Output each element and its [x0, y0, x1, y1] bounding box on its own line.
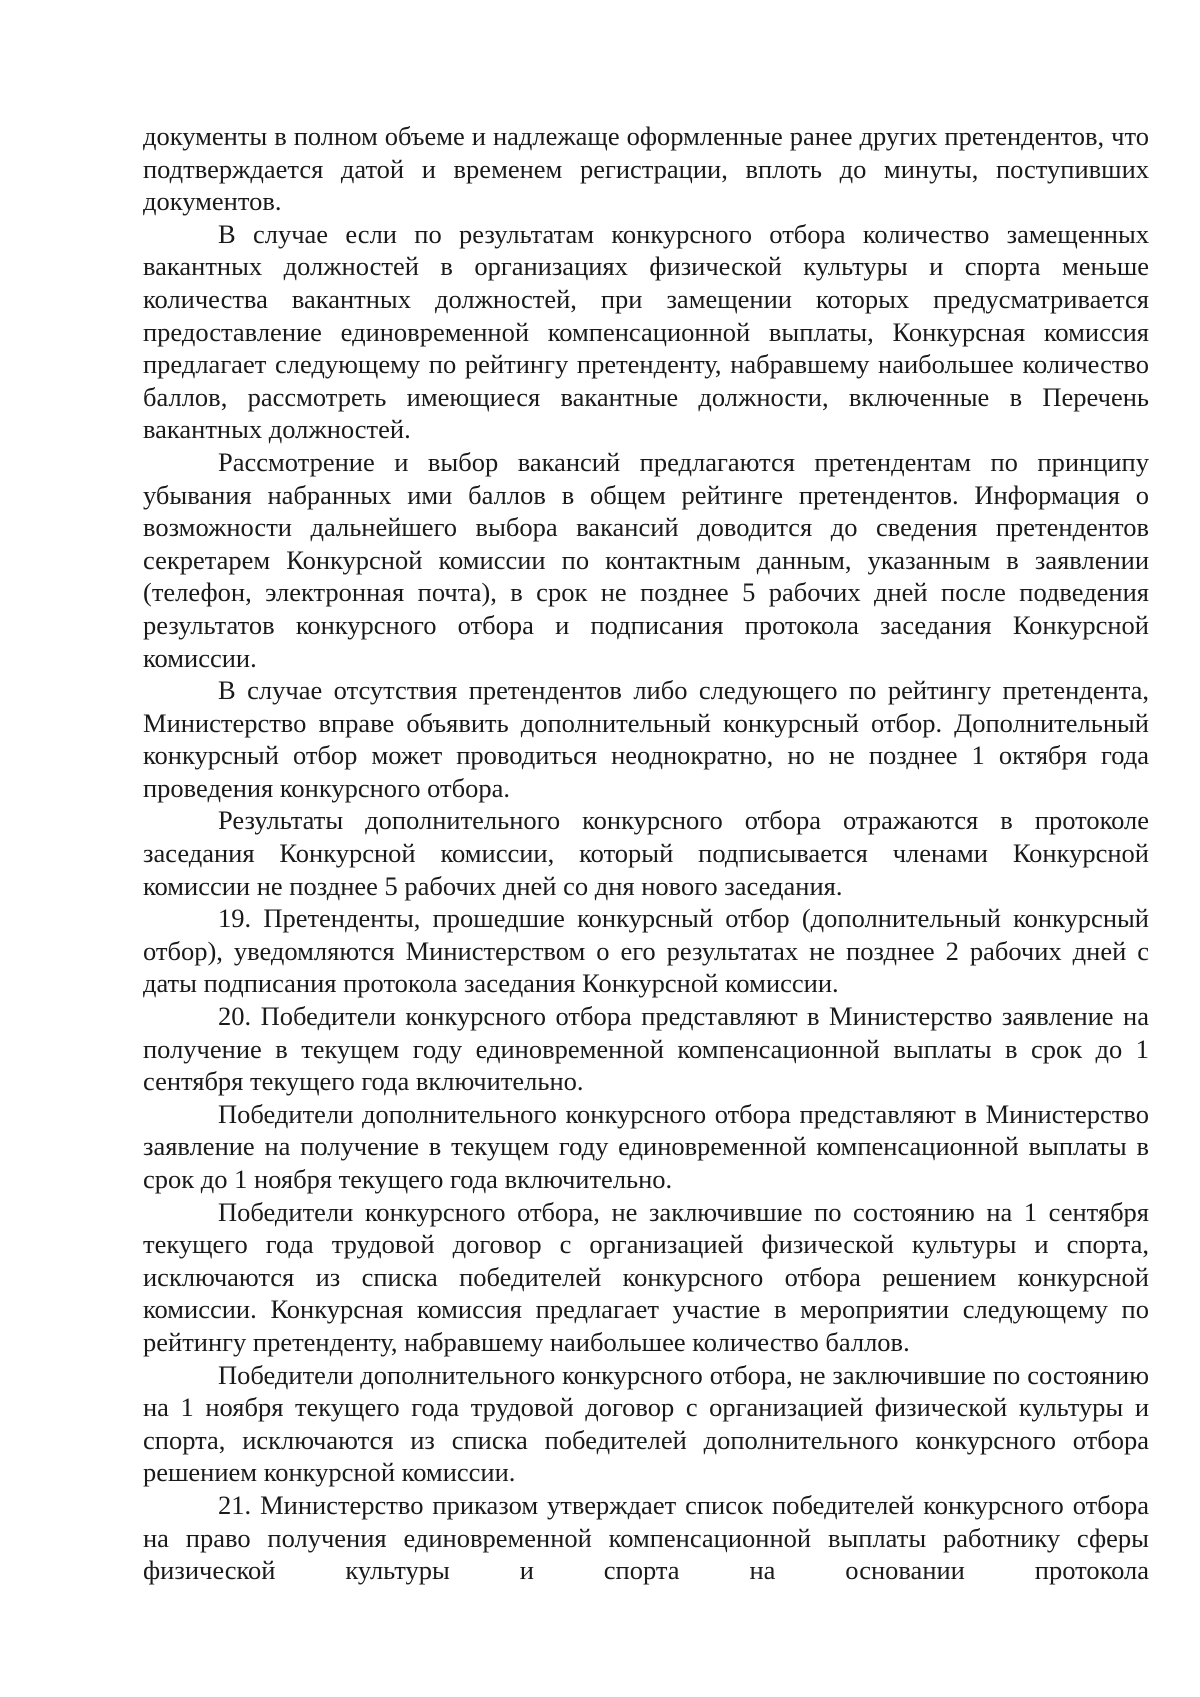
paragraph-item-21: 21. Министерство приказом утверждает список победителей конкурсного отбора на право получения единовременной компенсационной выплаты работнику сферы физической культуры и спорта на основании протокола — [143, 1489, 1149, 1586]
paragraph-item-20: 20. Победители конкурсного отбора представляют в Министерство заявление на получение в текущем году единовременной компенсационной выплаты в срок до 1 сентября текущего года включительно. — [143, 1001, 1149, 1097]
paragraph-additional-selection: В случае отсутствия претендентов либо следующего по рейтингу претендента, Министерство вправе объявить дополнительный конкурсный отбор. Дополнительный конкурсный отбор может проводиться неоднократно, но не позднее 1 октября года проведения конкурсного отбора. — [143, 675, 1149, 803]
paragraph-item-19: 19. Претенденты, прошедшие конкурсный отбор (дополнительный конкурсный отбор), уведомляются Министерством о его результатах не позднее 2 рабочих дней с даты подписания протокола заседания Конкурсной комиссии. — [143, 903, 1149, 999]
paragraph-vacancies-remaining: В случае если по результатам конкурсного отбора количество замещенных вакантных должностей в организациях физической культуры и спорта меньше количества вакантных должностей, при замещении которых предусматривается предоставление единовременной компенсационной выплаты, Конкурсная комиссия предлагает следующему по рейтингу претенденту, набравшему наибольшее количество баллов, рассмотреть имеющиеся вакантные должности, включенные в Перечень вакантных должностей. — [143, 218, 1149, 445]
paragraph-additional-winners-application: Победители дополнительного конкурсного отбора представляют в Министерство заявление на получение в текущем году единовременной компенсационной выплаты в срок до 1 ноября текущего года включительно. — [143, 1098, 1149, 1194]
paragraph-additional-winners-excluded: Победители дополнительного конкурсного отбора, не заключившие по состоянию на 1 ноября текущего года трудовой договор с организацией физической культуры и спорта, исключаются из списка победителей дополнительного конкурсного отбора решением конкурсной комиссии. — [143, 1359, 1149, 1488]
paragraph-winners-excluded: Победители конкурсного отбора, не заключившие по состоянию на 1 сентября текущего года трудовой договор с организацией физической культуры и спорта, исключаются из списка победителей конкурсного отбора решением конкурсной комиссии. Конкурсная комиссия предлагает участие в мероприятии следующему по рейтингу претенденту, набравшему наибольшее количество баллов. — [143, 1196, 1149, 1357]
document-page — [143, 120, 1149, 1587]
paragraph-additional-results: Результаты дополнительного конкурсного отбора отражаются в протоколе заседания Конкурсной комиссии, который подписывается членами Конкурсной комиссии не позднее 5 рабочих дней со дня нового заседания. — [143, 805, 1149, 901]
paragraph-continuation: документы в полном объеме и надлежаще оформленные ранее других претендентов, что подтверждается датой и временем регистрации, вплоть до минуты, поступивших документов. — [143, 121, 1149, 217]
paragraph-vacancy-selection: Рассмотрение и выбор вакансий предлагаются претендентам по принципу убывания набранных ими баллов в общем рейтинге претендентов. Информация о возможности дальнейшего выбора вакансий доводится до сведения претендентов секретарем Конкурсной комиссии по контактным данным, указанным в заявлении (телефон, электронная почта), в срок не позднее 5 рабочих дней после подведения результатов конкурсного отбора и подписания протокола заседания Конкурсной комиссии. — [143, 446, 1149, 673]
